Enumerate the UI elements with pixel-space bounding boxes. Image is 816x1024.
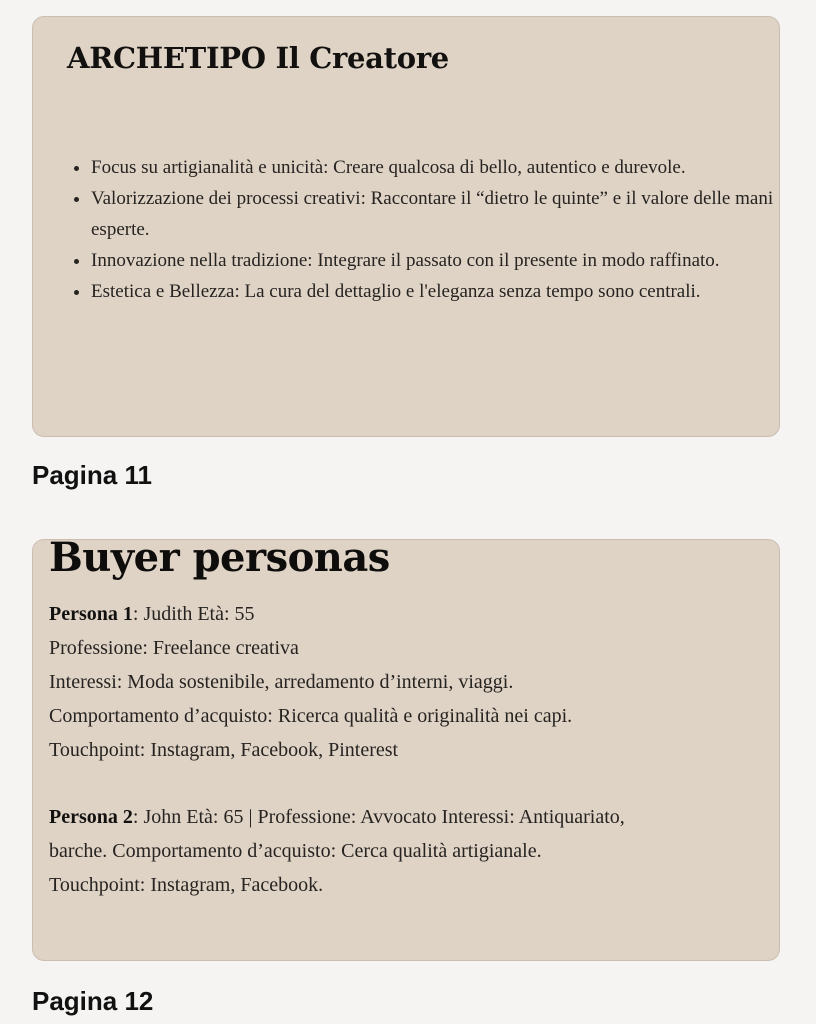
page-label-12: Pagina 12 xyxy=(32,986,154,1016)
persona-2-details: : John Età: 65 | Professione: Avvocato Interessi: Antiquariato, xyxy=(132,806,625,828)
persona-1-interests: Interessi: Moda sostenibile, arredamento d’interni, viaggi. xyxy=(49,671,514,693)
archetype-bullet: • Focus su artigianalità e unicità: Creare qualcosa di bello, autentico e durevole. xyxy=(91,152,781,183)
buyer-personas-title: Buyer personas xyxy=(49,534,390,581)
persona-2-block xyxy=(49,800,765,902)
persona-1-header xyxy=(49,597,765,631)
archetype-bullet: • Valorizzazione dei processi creativi: Raccontare il “dietro le quinte” e il valore delle mani esperte. xyxy=(91,183,781,245)
archetype-card xyxy=(32,16,780,437)
persona-1-touchpoint: Touchpoint: Instagram, Facebook, Pinterest xyxy=(49,739,399,761)
archetype-title: ARCHETIPO Il Creatore xyxy=(67,41,449,75)
persona-2-label: Persona 2 xyxy=(49,806,133,828)
persona-1-behaviour: Comportamento d’acquisto: Ricerca qualità e originalità nei capi. xyxy=(49,705,573,727)
persona-2-behaviour: barche. Comportamento d’acquisto: Cerca qualità artigianale. xyxy=(49,840,542,862)
archetype-bullet: • Innovazione nella tradizione: Integrare il passato con il presente in modo raffinato. xyxy=(91,245,781,276)
archetype-bullet: • Estetica e Bellezza: La cura del dettaglio e l'eleganza senza tempo sono centrali. xyxy=(91,276,781,307)
persona-1-label: Persona 1 xyxy=(49,603,133,625)
persona-2-touchpoint: Touchpoint: Instagram, Facebook. xyxy=(49,874,324,896)
persona-2-header xyxy=(49,800,765,834)
persona-1-profession: Professione: Freelance creativa xyxy=(49,637,299,659)
persona-1-name-age: : Judith Età: 55 xyxy=(132,603,255,625)
buyer-personas-card xyxy=(32,534,780,961)
archetype-bullet-list xyxy=(67,152,781,307)
persona-1-block xyxy=(49,597,765,767)
page-label-11: Pagina 11 xyxy=(32,460,152,490)
